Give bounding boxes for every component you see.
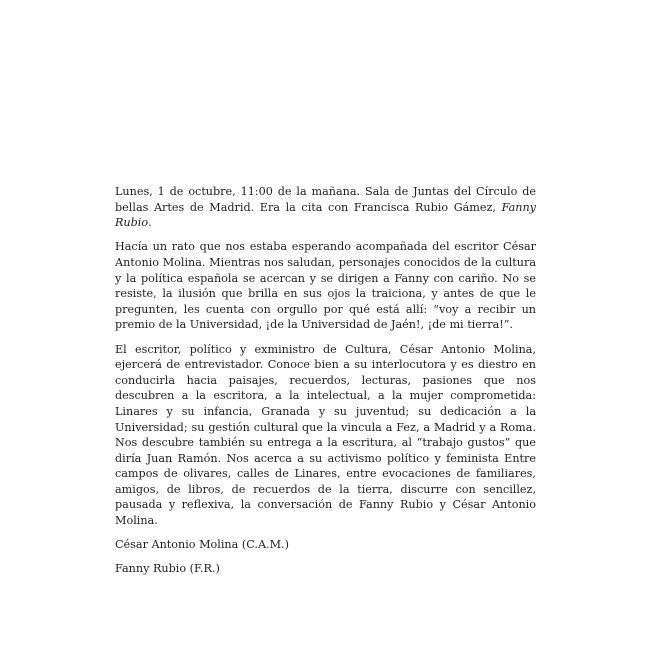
intro-italic-name: Fanny Rubio [115,200,536,230]
speaker-legend-cam: César Antonio Molina (C.A.M.) [115,538,289,552]
speaker-legend-fr: Fanny Rubio (F.R.) [115,562,220,576]
paragraph-interviewer: El escritor, político y exministro de Cultura, César Antonio Molina, ejercerá de entrevistador. Conoce bien a su interlocutora y es diestro en conducirla hacia paisajes, recuerdos, lecturas, pasiones que nos descubren a la escritora, a la intelectual, a la mujer comprometida: Linares y su infancia, Granada y su juventud; su dedicación a la Universidad; su gestión cultural que la vincula a Fez, a Madrid y a Roma. Nos descubre también su entrega a la escritura, al “trabajo gustos” que diría Juan Ramón. Nos acerca a su activismo político y feminista Entre campos de olivares, calles de Linares, entre evocaciones de familiares, amigos, de libros, de recuerdos de la tierra, discurre con sencillez, pausada y reflexiva, la conversación de Fanny Rubio y César Antonio Molina. [115,342,536,528]
paragraph-arrival: Hacía un rato que nos estaba esperando acompañada del escritor César Antonio Molina. Mientras nos saludan, personajes conocidos de la cultura y la política española se acercan y se dirigen a Fanny con cariño. No se resiste, la ilusión que brilla en sus ojos la traiciona, y antes de que le pregunten, les cuenta con orgullo por qué está allí: “voy a recibir un premio de la Universidad, ¡de la Universidad de Jaén!, ¡de mi tierra!”. [115,240,536,332]
intro-paragraph [115,184,536,231]
intro-text: Lunes, 1 de octubre, 11:00 de la mañana. Sala de Juntas del Círculo de bellas Artes de Madrid. Era la cita con Francisca Rubio Gámez, [115,185,536,214]
document-body [115,184,536,577]
intro-text-end: . [148,216,152,230]
